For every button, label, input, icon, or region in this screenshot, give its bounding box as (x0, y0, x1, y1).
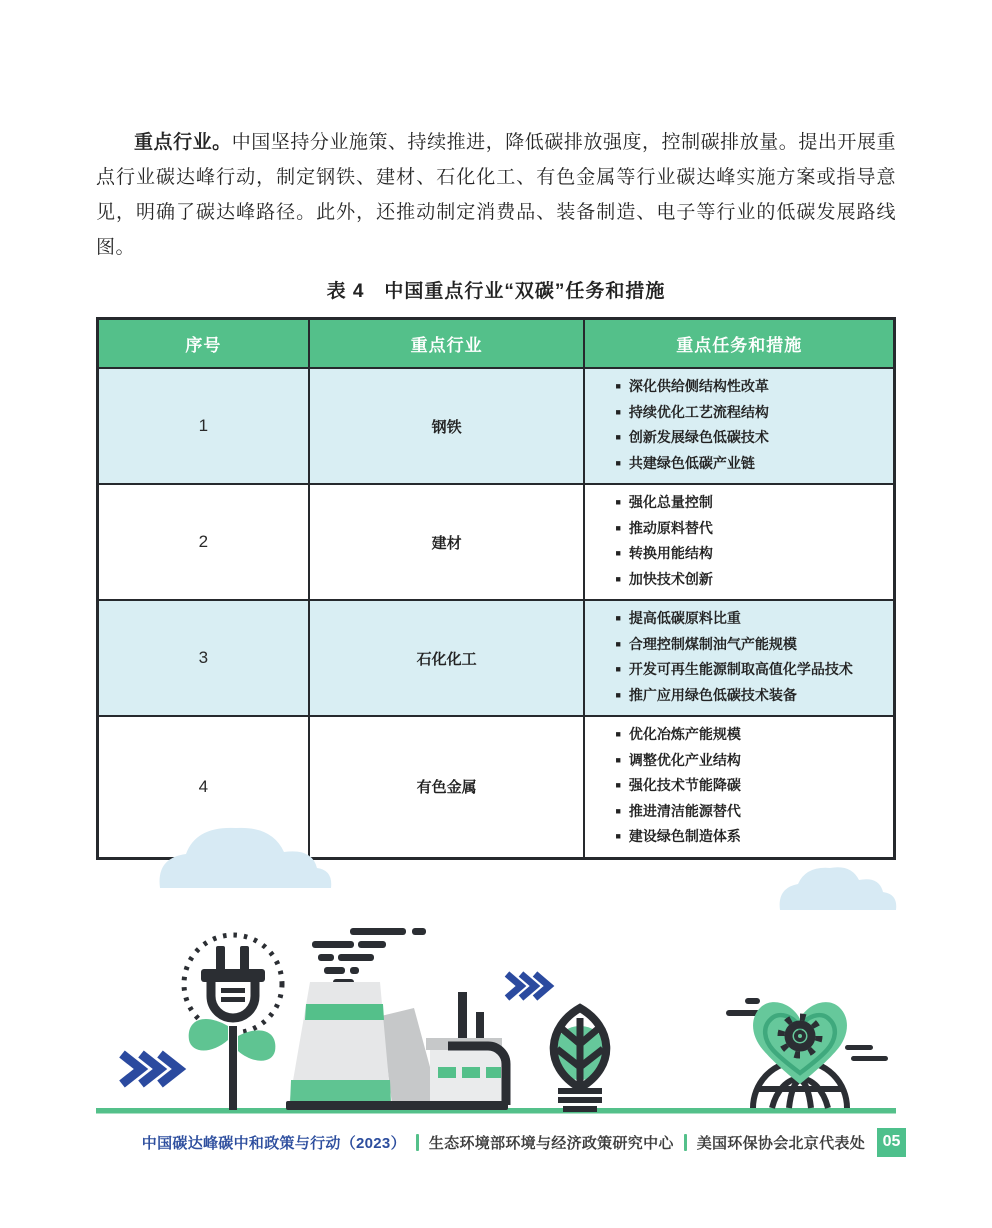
measure-item: ■ 提高低碳原料比重 (615, 607, 885, 633)
power-plant-icon (286, 928, 508, 1110)
footer-separator (684, 1134, 687, 1151)
measure-item: ■ 持续优化工艺流程结构 (615, 401, 885, 427)
column-header-measures: 重点任务和措施 (584, 319, 894, 369)
measure-item: ■ 推进清洁能源替代 (615, 800, 885, 826)
measure-item: ■ 合理控制煤制油气产能规模 (615, 633, 885, 659)
measure-item: ■ 深化供给侧结构性改革 (615, 375, 885, 401)
column-header-no: 序号 (98, 319, 309, 369)
industry-name: 石化化工 (309, 600, 585, 716)
table-row (98, 484, 895, 600)
table-title: 表 4 中国重点行业“双碳”任务和措施 (326, 281, 666, 302)
measures-list (615, 375, 885, 477)
table-row (98, 368, 895, 484)
paragraph-lead: 重点行业。 (134, 132, 232, 153)
measures-cell (584, 600, 894, 716)
chevrons-icon (122, 1054, 179, 1084)
measure-item: ■ 强化总量控制 (615, 491, 885, 517)
page-number-badge: 05 (877, 1128, 906, 1157)
paragraph-body: 中国坚持分业施策、持续推进，降低碳排放强度，控制碳排放量。提出开展重点行业碳达峰行动，制定钢铁、建材、石化化工、有色金属等行业碳达峰实施方案或指导意见，明确了碳达峰路径。此外，还推动制定消费品、装备制造、电子等行业的低碳发展路线图。 (96, 132, 896, 258)
measures-cell (584, 368, 894, 484)
measure-item: ■ 调整优化产业结构 (615, 749, 885, 775)
cloud-icon (780, 867, 897, 910)
measure-item: ■ 转换用能结构 (615, 542, 885, 568)
measure-item: ■ 开发可再生能源制取高值化学品技术 (615, 658, 885, 684)
footer-org-2: 美国环保协会北京代表处 (696, 1134, 865, 1152)
page-footer (142, 1126, 906, 1158)
chevrons-icon (507, 974, 549, 998)
footer-doc-title: 中国碳达峰碳中和政策与行动（2023） (141, 1134, 406, 1152)
measure-item: ■ 推广应用绿色低碳技术装备 (615, 684, 885, 710)
measure-item: ■ 创新发展绿色低碳技术 (615, 426, 885, 452)
measure-item: ■ 强化技术节能降碳 (615, 774, 885, 800)
table-header (98, 319, 895, 369)
row-number: 4 (98, 716, 309, 858)
industry-name: 建材 (309, 484, 585, 600)
measure-item: ■ 共建绿色低碳产业链 (615, 452, 885, 478)
column-header-industry: 重点行业 (309, 319, 585, 369)
industry-name: 有色金属 (309, 716, 585, 858)
heart-gear-globe-icon (726, 998, 888, 1108)
measure-item: ■ 推动原料替代 (615, 517, 885, 543)
plug-tree-icon (184, 935, 282, 1110)
key-industries-table (96, 317, 896, 860)
cloud-icon (160, 828, 332, 888)
leaf-bulb-icon (553, 1008, 607, 1112)
table-row (98, 600, 895, 716)
row-number: 1 (98, 368, 309, 484)
measures-list (615, 491, 885, 593)
measure-item: ■ 加快技术创新 (615, 568, 885, 594)
measures-cell (584, 484, 894, 600)
row-number: 2 (98, 484, 309, 600)
measure-item: ■ 优化冶炼产能规模 (615, 723, 885, 749)
intro-paragraph (96, 125, 896, 265)
eco-industry-illustration (0, 820, 992, 1120)
footer-separator (416, 1134, 419, 1151)
footer-org-1: 生态环境部环境与经济政策研究中心 (428, 1134, 674, 1152)
measures-list (615, 607, 885, 709)
row-number: 3 (98, 600, 309, 716)
industry-name: 钢铁 (309, 368, 585, 484)
measure-item: ■ 建设绿色制造体系 (615, 825, 885, 851)
